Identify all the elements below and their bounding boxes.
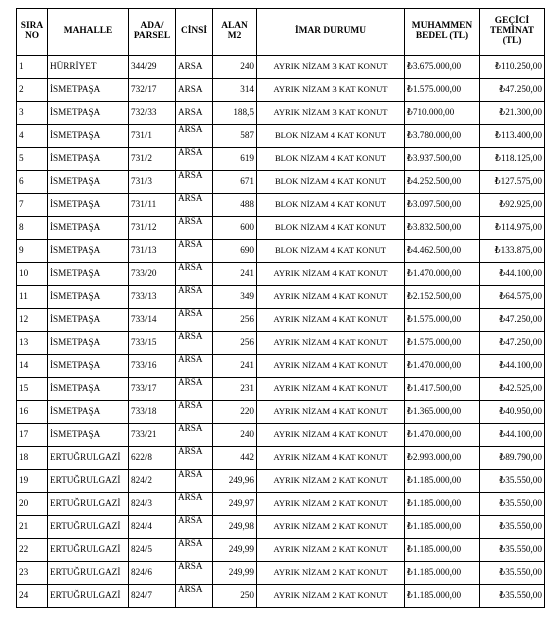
cell-mahalle: ERTUĞRULGAZİ (48, 539, 129, 562)
cell-imar-durumu: BLOK NİZAM 4 KAT KONUT (257, 148, 405, 171)
table-row (17, 148, 545, 171)
cell-gecici-teminat: ₺113.400,00 (480, 125, 545, 148)
cell-imar-durumu: BLOK NİZAM 4 KAT KONUT (257, 240, 405, 263)
table-row (17, 171, 545, 194)
cell-mahalle: İSMETPAŞA (48, 424, 129, 447)
cell-sira-no: 8 (17, 217, 48, 240)
cell-ada-parsel: 824/7 (129, 585, 176, 608)
cell-alan: 249,98 (213, 516, 257, 539)
table-row (17, 539, 545, 562)
cell-muhammen-bedel: ₺1.185.000,00 (405, 585, 480, 608)
table-body (17, 56, 545, 608)
cell-mahalle: HÜRRİYET (48, 56, 129, 79)
cell-muhammen-bedel: ₺1.575.000,00 (405, 332, 480, 355)
cell-imar-durumu: AYRIK NİZAM 4 KAT KONUT (257, 447, 405, 470)
cell-ada-parsel: 733/14 (129, 309, 176, 332)
cell-gecici-teminat: ₺35.550,00 (480, 516, 545, 539)
cell-alan: 241 (213, 263, 257, 286)
cell-mahalle: İSMETPAŞA (48, 332, 129, 355)
cell-cinsi: ARSA (176, 424, 213, 447)
cell-muhammen-bedel: ₺1.185.000,00 (405, 516, 480, 539)
cell-gecici-teminat: ₺44.100,00 (480, 263, 545, 286)
cell-sira-no: 17 (17, 424, 48, 447)
cell-muhammen-bedel: ₺1.470.000,00 (405, 424, 480, 447)
cell-cinsi: ARSA (176, 125, 213, 148)
cell-mahalle: İSMETPAŞA (48, 309, 129, 332)
table-row (17, 332, 545, 355)
cell-cinsi: ARSA (176, 470, 213, 493)
cell-ada-parsel: 731/13 (129, 240, 176, 263)
table-row (17, 102, 545, 125)
cell-ada-parsel: 733/18 (129, 401, 176, 424)
cell-gecici-teminat: ₺92.925,00 (480, 194, 545, 217)
cell-ada-parsel: 731/1 (129, 125, 176, 148)
cell-imar-durumu: AYRIK NİZAM 2 KAT KONUT (257, 585, 405, 608)
cell-mahalle: ERTUĞRULGAZİ (48, 585, 129, 608)
cell-gecici-teminat: ₺47.250,00 (480, 79, 545, 102)
cell-muhammen-bedel: ₺1.185.000,00 (405, 493, 480, 516)
cell-cinsi: ARSA (176, 332, 213, 355)
cell-imar-durumu: AYRIK NİZAM 2 KAT KONUT (257, 493, 405, 516)
cell-cinsi: ARSA (176, 585, 213, 608)
table-header (17, 9, 545, 56)
cell-gecici-teminat: ₺35.550,00 (480, 539, 545, 562)
cell-alan: 587 (213, 125, 257, 148)
cell-ada-parsel: 824/2 (129, 470, 176, 493)
cell-sira-no: 10 (17, 263, 48, 286)
cell-imar-durumu: AYRIK NİZAM 4 KAT KONUT (257, 355, 405, 378)
cell-mahalle: İSMETPAŞA (48, 102, 129, 125)
cell-gecici-teminat: ₺64.575,00 (480, 286, 545, 309)
cell-cinsi: ARSA (176, 447, 213, 470)
cell-mahalle: İSMETPAŞA (48, 148, 129, 171)
cell-gecici-teminat: ₺114.975,00 (480, 217, 545, 240)
cell-alan: 240 (213, 56, 257, 79)
cell-muhammen-bedel: ₺1.185.000,00 (405, 470, 480, 493)
cell-imar-durumu: BLOK NİZAM 4 KAT KONUT (257, 194, 405, 217)
cell-imar-durumu: AYRIK NİZAM 4 KAT KONUT (257, 286, 405, 309)
cell-ada-parsel: 733/21 (129, 424, 176, 447)
cell-mahalle: ERTUĞRULGAZİ (48, 470, 129, 493)
cell-sira-no: 4 (17, 125, 48, 148)
cell-muhammen-bedel: ₺1.470.000,00 (405, 263, 480, 286)
cell-muhammen-bedel: ₺1.417.500,00 (405, 378, 480, 401)
cell-cinsi: ARSA (176, 286, 213, 309)
cell-mahalle: İSMETPAŞA (48, 171, 129, 194)
cell-mahalle: İSMETPAŞA (48, 240, 129, 263)
header-mahalle: MAHALLE (48, 9, 129, 56)
table-row (17, 516, 545, 539)
cell-imar-durumu: AYRIK NİZAM 4 KAT KONUT (257, 332, 405, 355)
cell-muhammen-bedel: ₺2.993.000,00 (405, 447, 480, 470)
cell-ada-parsel: 824/4 (129, 516, 176, 539)
cell-alan: 690 (213, 240, 257, 263)
table-row (17, 378, 545, 401)
cell-mahalle: ERTUĞRULGAZİ (48, 493, 129, 516)
cell-mahalle: ERTUĞRULGAZİ (48, 562, 129, 585)
cell-cinsi: ARSA (176, 102, 213, 125)
cell-ada-parsel: 824/5 (129, 539, 176, 562)
cell-gecici-teminat: ₺35.550,00 (480, 585, 545, 608)
cell-cinsi: ARSA (176, 309, 213, 332)
cell-ada-parsel: 731/11 (129, 194, 176, 217)
cell-imar-durumu: AYRIK NİZAM 3 KAT KONUT (257, 79, 405, 102)
cell-muhammen-bedel: ₺3.675.000,00 (405, 56, 480, 79)
cell-sira-no: 22 (17, 539, 48, 562)
cell-alan: 314 (213, 79, 257, 102)
cell-alan: 250 (213, 585, 257, 608)
cell-ada-parsel: 733/17 (129, 378, 176, 401)
header-muhammen-bedel: MUHAMMEN BEDEL (TL) (405, 9, 480, 56)
cell-alan: 249,96 (213, 470, 257, 493)
cell-imar-durumu: AYRIK NİZAM 4 KAT KONUT (257, 424, 405, 447)
cell-sira-no: 20 (17, 493, 48, 516)
cell-imar-durumu: AYRIK NİZAM 4 KAT KONUT (257, 309, 405, 332)
cell-muhammen-bedel: ₺1.185.000,00 (405, 539, 480, 562)
cell-gecici-teminat: ₺110.250,00 (480, 56, 545, 79)
cell-cinsi: ARSA (176, 240, 213, 263)
cell-gecici-teminat: ₺89.790,00 (480, 447, 545, 470)
table-row (17, 263, 545, 286)
cell-ada-parsel: 344/29 (129, 56, 176, 79)
cell-alan: 442 (213, 447, 257, 470)
cell-mahalle: İSMETPAŞA (48, 286, 129, 309)
table-row (17, 79, 545, 102)
cell-ada-parsel: 622/8 (129, 447, 176, 470)
cell-mahalle: İSMETPAŞA (48, 194, 129, 217)
cell-muhammen-bedel: ₺710.000,00 (405, 102, 480, 125)
cell-imar-durumu: AYRIK NİZAM 2 KAT KONUT (257, 516, 405, 539)
cell-muhammen-bedel: ₺3.097.500,00 (405, 194, 480, 217)
cell-muhammen-bedel: ₺1.575.000,00 (405, 79, 480, 102)
cell-muhammen-bedel: ₺1.185.000,00 (405, 562, 480, 585)
cell-imar-durumu: AYRIK NİZAM 3 KAT KONUT (257, 56, 405, 79)
cell-cinsi: ARSA (176, 516, 213, 539)
cell-muhammen-bedel: ₺3.780.000,00 (405, 125, 480, 148)
cell-alan: 349 (213, 286, 257, 309)
cell-cinsi: ARSA (176, 562, 213, 585)
cell-alan: 241 (213, 355, 257, 378)
cell-imar-durumu: AYRIK NİZAM 3 KAT KONUT (257, 102, 405, 125)
table-row (17, 309, 545, 332)
cell-alan: 256 (213, 309, 257, 332)
table-row (17, 194, 545, 217)
cell-imar-durumu: AYRIK NİZAM 4 KAT KONUT (257, 263, 405, 286)
cell-gecici-teminat: ₺42.525,00 (480, 378, 545, 401)
cell-gecici-teminat: ₺21.300,00 (480, 102, 545, 125)
cell-mahalle: İSMETPAŞA (48, 217, 129, 240)
cell-alan: 220 (213, 401, 257, 424)
cell-muhammen-bedel: ₺3.832.500,00 (405, 217, 480, 240)
cell-sira-no: 12 (17, 309, 48, 332)
cell-ada-parsel: 733/16 (129, 355, 176, 378)
table-row (17, 355, 545, 378)
cell-cinsi: ARSA (176, 355, 213, 378)
header-alan: ALAN M2 (213, 9, 257, 56)
cell-sira-no: 19 (17, 470, 48, 493)
cell-gecici-teminat: ₺44.100,00 (480, 355, 545, 378)
table-row (17, 286, 545, 309)
document-page (16, 8, 545, 608)
cell-gecici-teminat: ₺133.875,00 (480, 240, 545, 263)
cell-imar-durumu: AYRIK NİZAM 2 KAT KONUT (257, 562, 405, 585)
cell-mahalle: İSMETPAŞA (48, 378, 129, 401)
table-row (17, 562, 545, 585)
cell-alan: 488 (213, 194, 257, 217)
cell-imar-durumu: AYRIK NİZAM 2 KAT KONUT (257, 539, 405, 562)
cell-gecici-teminat: ₺44.100,00 (480, 424, 545, 447)
cell-alan: 600 (213, 217, 257, 240)
cell-ada-parsel: 824/6 (129, 562, 176, 585)
cell-sira-no: 5 (17, 148, 48, 171)
header-ada-parsel: ADA/ PARSEL (129, 9, 176, 56)
table-row (17, 240, 545, 263)
cell-imar-durumu: BLOK NİZAM 4 KAT KONUT (257, 171, 405, 194)
table-row (17, 447, 545, 470)
cell-mahalle: İSMETPAŞA (48, 401, 129, 424)
cell-imar-durumu: BLOK NİZAM 4 KAT KONUT (257, 217, 405, 240)
cell-sira-no: 11 (17, 286, 48, 309)
cell-cinsi: ARSA (176, 79, 213, 102)
table-row (17, 217, 545, 240)
cell-alan: 671 (213, 171, 257, 194)
cell-mahalle: İSMETPAŞA (48, 355, 129, 378)
cell-gecici-teminat: ₺127.575,00 (480, 171, 545, 194)
cell-sira-no: 9 (17, 240, 48, 263)
cell-mahalle: İSMETPAŞA (48, 263, 129, 286)
cell-sira-no: 15 (17, 378, 48, 401)
cell-mahalle: İSMETPAŞA (48, 125, 129, 148)
cell-alan: 619 (213, 148, 257, 171)
cell-cinsi: ARSA (176, 217, 213, 240)
cell-muhammen-bedel: ₺2.152.500,00 (405, 286, 480, 309)
cell-gecici-teminat: ₺47.250,00 (480, 332, 545, 355)
cell-ada-parsel: 824/3 (129, 493, 176, 516)
cell-ada-parsel: 732/17 (129, 79, 176, 102)
cell-muhammen-bedel: ₺3.937.500,00 (405, 148, 480, 171)
cell-cinsi: ARSA (176, 539, 213, 562)
cell-imar-durumu: AYRIK NİZAM 4 KAT KONUT (257, 378, 405, 401)
cell-imar-durumu: AYRIK NİZAM 2 KAT KONUT (257, 470, 405, 493)
cell-ada-parsel: 733/13 (129, 286, 176, 309)
cell-cinsi: ARSA (176, 171, 213, 194)
cell-gecici-teminat: ₺35.550,00 (480, 470, 545, 493)
cell-mahalle: ERTUĞRULGAZİ (48, 516, 129, 539)
cell-sira-no: 2 (17, 79, 48, 102)
cell-gecici-teminat: ₺40.950,00 (480, 401, 545, 424)
header-imar-durumu: İMAR DURUMU (257, 9, 405, 56)
cell-gecici-teminat: ₺35.550,00 (480, 493, 545, 516)
cell-sira-no: 16 (17, 401, 48, 424)
cell-gecici-teminat: ₺35.550,00 (480, 562, 545, 585)
cell-ada-parsel: 733/20 (129, 263, 176, 286)
cell-ada-parsel: 733/15 (129, 332, 176, 355)
cell-sira-no: 14 (17, 355, 48, 378)
cell-alan: 249,97 (213, 493, 257, 516)
cell-muhammen-bedel: ₺1.365.000,00 (405, 401, 480, 424)
cell-cinsi: ARSA (176, 56, 213, 79)
cell-muhammen-bedel: ₺4.462.500,00 (405, 240, 480, 263)
cell-alan: 249,99 (213, 562, 257, 585)
cell-sira-no: 3 (17, 102, 48, 125)
cell-sira-no: 23 (17, 562, 48, 585)
cell-alan: 231 (213, 378, 257, 401)
cell-imar-durumu: BLOK NİZAM 4 KAT KONUT (257, 125, 405, 148)
header-cinsi: CİNSİ (176, 9, 213, 56)
cell-alan: 240 (213, 424, 257, 447)
table-row (17, 401, 545, 424)
cell-sira-no: 21 (17, 516, 48, 539)
cell-alan: 188,5 (213, 102, 257, 125)
cell-ada-parsel: 731/2 (129, 148, 176, 171)
cell-gecici-teminat: ₺47.250,00 (480, 309, 545, 332)
cell-sira-no: 6 (17, 171, 48, 194)
cell-cinsi: ARSA (176, 493, 213, 516)
table-row (17, 56, 545, 79)
table-row (17, 125, 545, 148)
header-sira-no: SIRA NO (17, 9, 48, 56)
cell-cinsi: ARSA (176, 401, 213, 424)
cell-muhammen-bedel: ₺1.470.000,00 (405, 355, 480, 378)
cell-gecici-teminat: ₺118.125,00 (480, 148, 545, 171)
cell-sira-no: 18 (17, 447, 48, 470)
cell-ada-parsel: 732/33 (129, 102, 176, 125)
cell-mahalle: ERTUĞRULGAZİ (48, 447, 129, 470)
cell-sira-no: 24 (17, 585, 48, 608)
cell-alan: 249,99 (213, 539, 257, 562)
cell-sira-no: 13 (17, 332, 48, 355)
cell-cinsi: ARSA (176, 378, 213, 401)
cell-cinsi: ARSA (176, 263, 213, 286)
cell-cinsi: ARSA (176, 194, 213, 217)
header-gecici-teminat: GEÇİCİ TEMİNAT (TL) (480, 9, 545, 56)
table-row (17, 493, 545, 516)
cell-alan: 256 (213, 332, 257, 355)
table-row (17, 470, 545, 493)
header-row (17, 9, 545, 56)
cell-imar-durumu: AYRIK NİZAM 4 KAT KONUT (257, 401, 405, 424)
cell-cinsi: ARSA (176, 148, 213, 171)
cell-ada-parsel: 731/3 (129, 171, 176, 194)
cell-sira-no: 7 (17, 194, 48, 217)
cell-muhammen-bedel: ₺4.252.500,00 (405, 171, 480, 194)
cell-muhammen-bedel: ₺1.575.000,00 (405, 309, 480, 332)
property-table (16, 8, 545, 608)
cell-mahalle: İSMETPAŞA (48, 79, 129, 102)
table-row (17, 424, 545, 447)
table-row (17, 585, 545, 608)
cell-sira-no: 1 (17, 56, 48, 79)
cell-ada-parsel: 731/12 (129, 217, 176, 240)
